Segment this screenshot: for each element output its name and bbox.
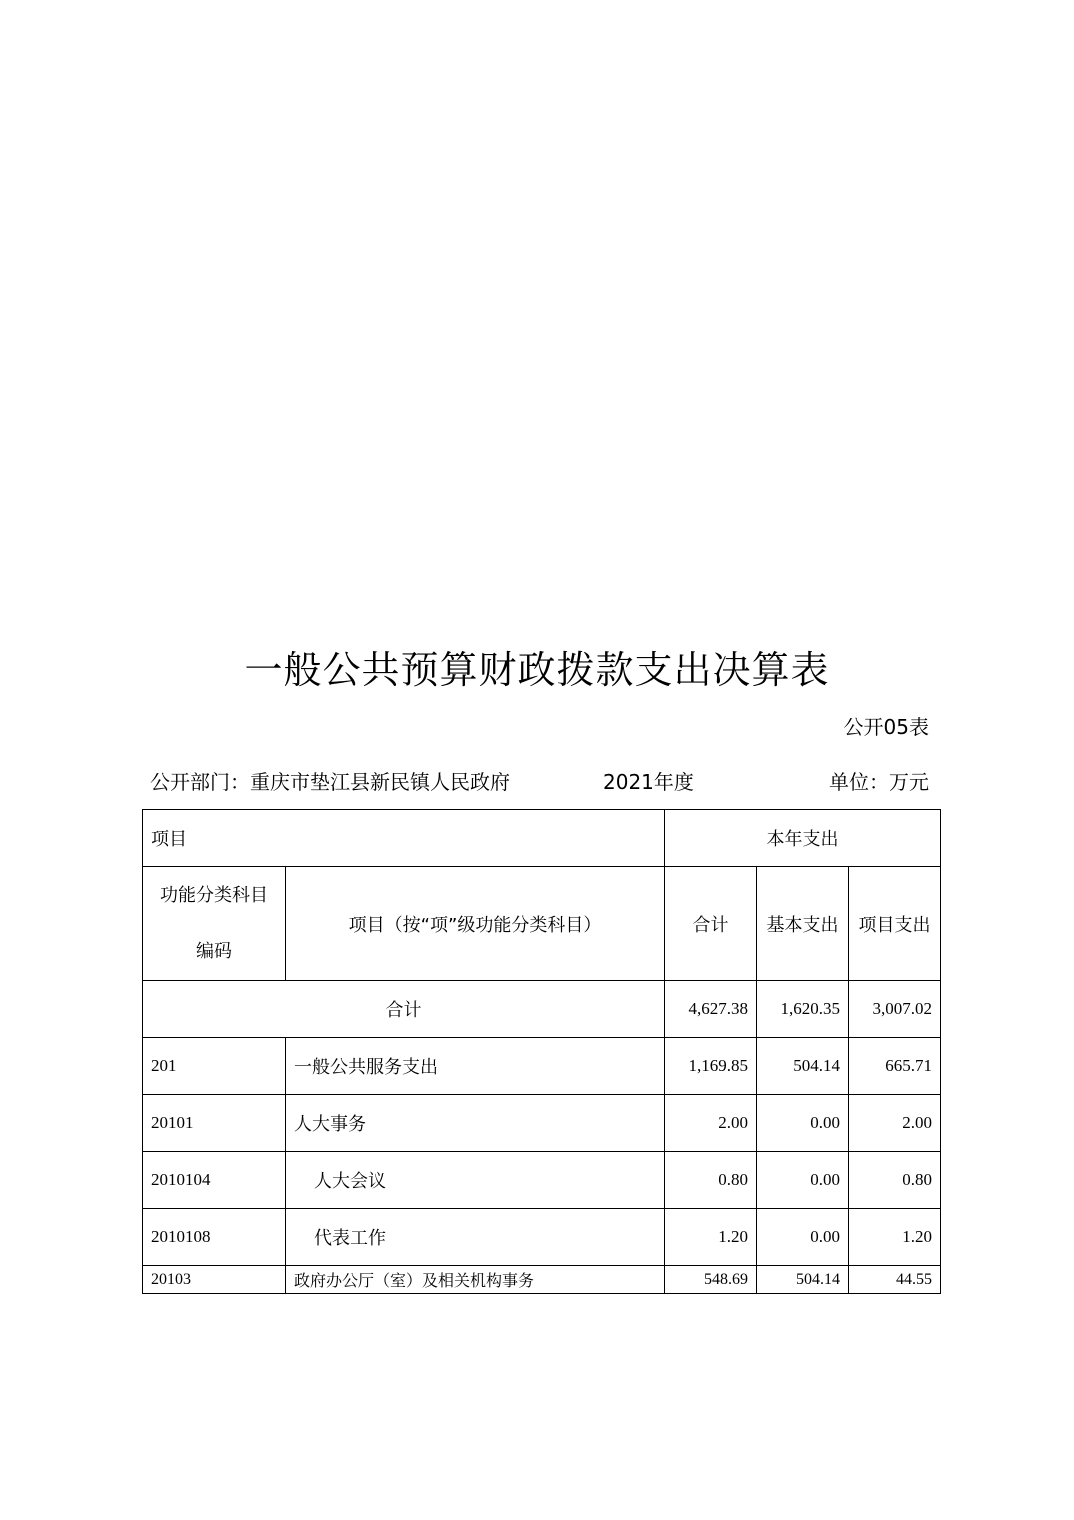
document-title: 一般公共预算财政拨款支出决算表 <box>244 648 830 692</box>
table-row <box>143 1095 941 1152</box>
unit-label: 单位：万元 <box>829 770 929 794</box>
total-amount: 4,627.38 <box>665 981 757 1038</box>
header-code-line1: 功能分类科目 <box>160 884 268 906</box>
table-row <box>143 1266 941 1294</box>
row-basic: 0.00 <box>757 1152 849 1209</box>
row-name: 人大会议 <box>286 1152 665 1209</box>
row-code: 20101 <box>143 1095 286 1152</box>
header-name: 项目（按“项”级功能分类科目） <box>286 867 665 981</box>
table-row <box>143 1152 941 1209</box>
header-basic: 基本支出 <box>757 867 849 981</box>
total-basic: 1,620.35 <box>757 981 849 1038</box>
row-name: 人大事务 <box>286 1095 665 1152</box>
row-code: 201 <box>143 1038 286 1095</box>
row-total: 1,169.85 <box>665 1038 757 1095</box>
header-code-line2: 编码 <box>196 940 232 962</box>
table-row <box>143 1038 941 1095</box>
table-row <box>143 1209 941 1266</box>
row-basic: 0.00 <box>757 1095 849 1152</box>
row-code: 20103 <box>143 1266 286 1294</box>
header-project-exp: 项目支出 <box>849 867 941 981</box>
row-project: 0.80 <box>849 1152 941 1209</box>
row-project: 2.00 <box>849 1095 941 1152</box>
row-basic: 504.14 <box>757 1266 849 1294</box>
header-project: 项目 <box>143 810 665 867</box>
header-code <box>143 867 286 981</box>
row-basic: 504.14 <box>757 1038 849 1095</box>
row-project: 44.55 <box>849 1266 941 1294</box>
row-name: 代表工作 <box>286 1209 665 1266</box>
budget-table <box>142 809 941 1294</box>
row-total: 1.20 <box>665 1209 757 1266</box>
total-project: 3,007.02 <box>849 981 941 1038</box>
header-total: 合计 <box>665 867 757 981</box>
row-total: 548.69 <box>665 1266 757 1294</box>
row-code: 2010104 <box>143 1152 286 1209</box>
form-number: 公开05表 <box>843 715 929 739</box>
row-basic: 0.00 <box>757 1209 849 1266</box>
header-row-2 <box>143 867 941 981</box>
year-label: 2021年度 <box>603 770 694 794</box>
row-total: 2.00 <box>665 1095 757 1152</box>
total-row <box>143 981 941 1038</box>
department-label: 公开部门：重庆市垫江县新民镇人民政府 <box>150 770 510 794</box>
header-current-year: 本年支出 <box>665 810 941 867</box>
row-name: 政府办公厅（室）及相关机构事务 <box>286 1266 665 1294</box>
row-project: 1.20 <box>849 1209 941 1266</box>
header-row-1 <box>143 810 941 867</box>
row-project: 665.71 <box>849 1038 941 1095</box>
total-label: 合计 <box>143 981 665 1038</box>
row-total: 0.80 <box>665 1152 757 1209</box>
row-code: 2010108 <box>143 1209 286 1266</box>
row-name: 一般公共服务支出 <box>286 1038 665 1095</box>
